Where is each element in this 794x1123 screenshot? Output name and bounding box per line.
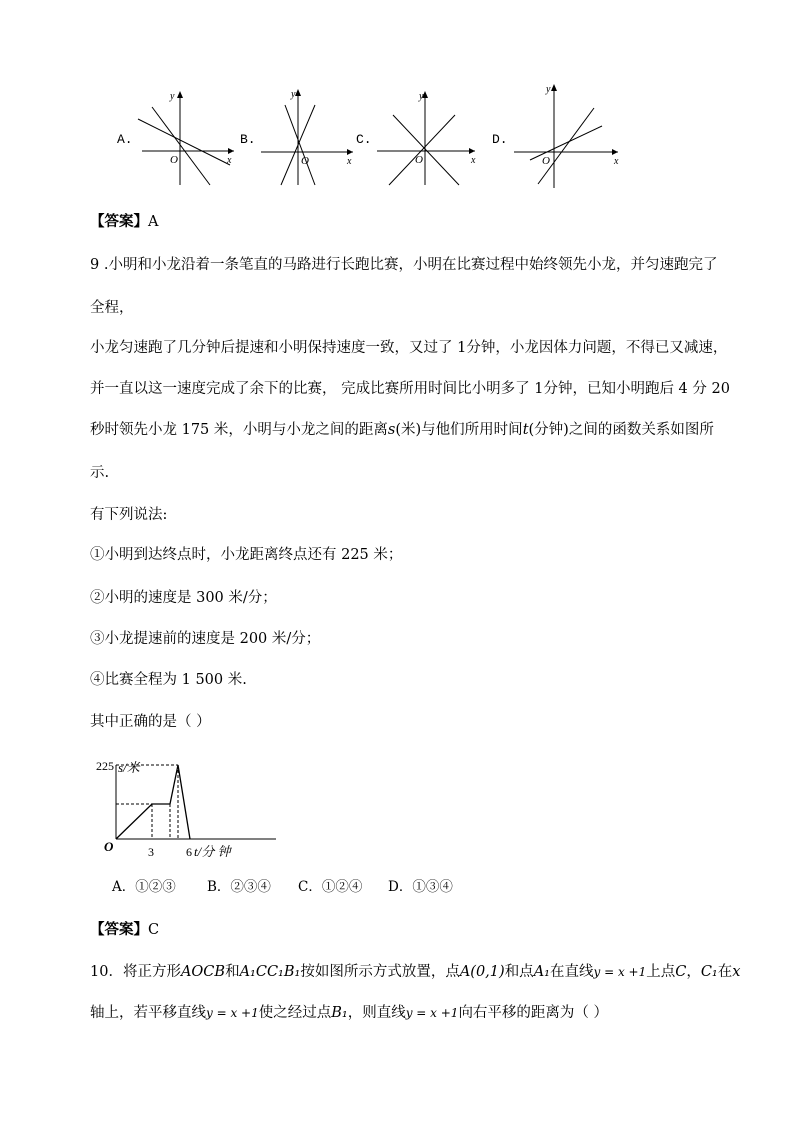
q9-distance-time-graph	[96, 755, 280, 865]
svg-text:x: x	[347, 156, 352, 167]
q9-statements-intro: 有下列说法:	[90, 507, 168, 523]
q9-line-4: 并一直以这一速度完成了余下的比赛， 完成比赛所用时间比小明多了 1分钟，已知小明跑后 4 分 20	[90, 381, 730, 397]
svg-text:O: O	[170, 154, 178, 166]
option-b-graph	[255, 85, 365, 190]
q10-line-2: 轴上，若平移直线y = x +1使之经过点B₁，则直线y = x +1向右平移的距离为（ ）	[90, 1005, 609, 1021]
origin-label: O	[104, 839, 114, 854]
q9-question: 其中正确的是（ ）	[90, 714, 211, 730]
q9-choice-c: C．①②④	[298, 879, 363, 895]
option-c-label: C.	[356, 132, 372, 147]
q9-choice-d: D．①③④	[388, 879, 453, 895]
svg-text:y: y	[546, 84, 551, 95]
q10-line-1: 10．将正方形AOCB和A₁CC₁B₁按如图所示方式放置，点A(0,1)和点A₁在直线y = x +1上点C，C₁在x	[90, 964, 741, 980]
option-a-graph	[130, 85, 240, 190]
option-d-graph	[510, 80, 625, 190]
svg-text:O: O	[301, 155, 309, 167]
function-curve	[116, 765, 190, 839]
q9-statement-4: ④比赛全程为 1 500 米.	[90, 672, 247, 688]
svg-text:x: x	[227, 155, 232, 166]
x-axis-label: t/分 钟	[194, 844, 231, 859]
y-tick-225: 225	[96, 759, 114, 773]
q9-choice-a: A．①②③	[112, 879, 176, 895]
answer-9: 【答案】C	[90, 921, 160, 938]
option-b-label: B.	[240, 132, 256, 147]
x-tick-3: 3	[148, 845, 154, 859]
answer-8: 【答案】A	[90, 213, 159, 230]
q9-choice-b: B．②③④	[207, 879, 271, 895]
q9-line-5: 秒时领先小龙 175 米，小明与小龙之间的距离s(米)与他们所用时间t(分钟)之间的函数关系如图所	[90, 422, 714, 438]
q9-statement-2: ②小明的速度是 300 米/分；	[90, 590, 277, 606]
svg-text:y: y	[291, 89, 296, 100]
q9-line-2: 全程，	[90, 300, 134, 316]
option-a-label: A.	[117, 132, 133, 147]
y-axis-label: s/米	[118, 760, 140, 775]
svg-text:x: x	[614, 156, 619, 167]
q9-line-3: 小龙匀速跑了几分钟后提速和小明保持速度一致，又过了 1分钟，小龙因体力问题，不得已又减速，	[90, 340, 728, 356]
svg-text:y: y	[419, 91, 424, 102]
option-c-graph	[375, 85, 485, 190]
option-d-label: D.	[492, 132, 508, 147]
q9-statement-1: ①小明到达终点时，小龙距离终点还有 225 米；	[90, 547, 403, 563]
q9-statement-3: ③小龙提速前的速度是 200 米/分；	[90, 631, 321, 647]
svg-text:O: O	[415, 154, 423, 166]
x-tick-6: 6	[186, 845, 192, 859]
q8-options-row	[0, 80, 794, 190]
q9-line-1: 9 .小明和小龙沿着一条笔直的马路进行长跑比赛，小明在比赛过程中始终领先小龙，并匀速跑完了	[90, 257, 718, 273]
q9-line-6: 示.	[90, 465, 110, 481]
svg-text:O: O	[542, 155, 550, 167]
svg-text:x: x	[471, 155, 476, 166]
svg-text:y: y	[170, 91, 175, 102]
